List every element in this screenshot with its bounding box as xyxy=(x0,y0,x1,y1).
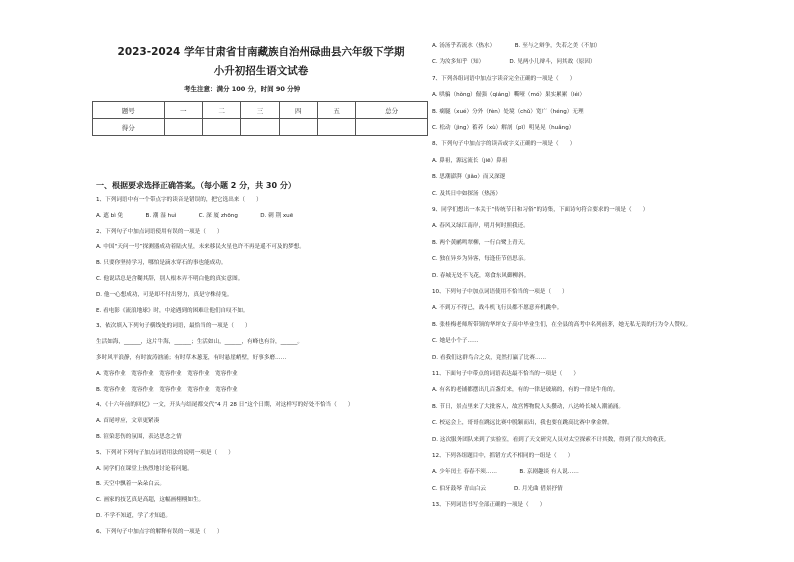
answer-option[interactable]: 多时风平浪静，有时波涛汹涌；有时草木葱茏，有时悬崖峭壁，好事多磨…… xyxy=(96,355,287,361)
answer-option[interactable]: B. 思潮澎湃（jiǎo）而又深邃 xyxy=(432,174,506,181)
question-text: 2、下列句子中加点词语使用有误的一项是（ ） xyxy=(96,228,223,235)
answer-option[interactable]: A. 宽容作业 宽容作业 宽容作业 宽容作业 宽容作业 xyxy=(96,370,238,377)
question-text: 3、依次填入下列句子横线处的词语，最恰当的一项是（ ） xyxy=(96,323,251,330)
score-cell[interactable] xyxy=(241,119,279,136)
score-header: 二 xyxy=(202,102,240,119)
answer-option[interactable]: C. 校运会上，哥哥在跳远比赛中脱颖而出，我也要在跳高比赛中拿金牌。 xyxy=(432,420,613,427)
question-text: 9、同学们想出一本关于“传统节日和习俗”的诗集，下面诗句符合要求的一项是（ ） xyxy=(432,207,649,213)
answer-option[interactable]: B. 节日，景点里来了大批客人，故宫博物院人头攒动，八达岭长城人潮涌涌。 xyxy=(432,403,624,410)
answer-option[interactable]: C. 松动（jìng）蓄养（xù）解剖（pī）明晃晃（huǎng） xyxy=(432,125,575,131)
score-table xyxy=(92,101,428,136)
score-header: 三 xyxy=(241,102,279,119)
score-header: 题号 xyxy=(93,102,165,119)
score-header: 总分 xyxy=(356,102,428,119)
answer-option[interactable]: B. 天空中飘着一朵朵白云。 xyxy=(96,481,165,488)
question-text: 12、下列各组题目中，抓错方式不相同的一组是（ ） xyxy=(432,453,574,459)
answer-option[interactable]: E. 看电影《流浪地球》时，中途遇到的困难让他们自叹不如。 xyxy=(96,307,249,314)
score-cell[interactable] xyxy=(317,119,355,136)
answer-option[interactable]: D. 这次服务团队来到了实验室，看到了天文研究人员对太空探索不计其数，得到了很大的收获。 xyxy=(432,436,670,443)
answer-option[interactable]: B. 宽容作业 宽容作业 宽容作业 宽容作业 宽容作业 xyxy=(96,386,238,393)
question-text: 7、下列各组词语中加点字读音完全正确的一项是（ ） xyxy=(432,75,576,82)
answer-option[interactable]: C. 伯牙鼓琴 青山白云 D. 月光曲 借景抒情 xyxy=(432,485,563,492)
question-text: 6、下列句子中加点字的解释有误的一项是（ ） xyxy=(96,528,223,535)
score-header: 四 xyxy=(279,102,317,119)
answer-option[interactable]: B. 两个黄鹂鸣翠柳，一行白鹭上青天。 xyxy=(432,239,529,246)
page-title-line2: 小升初招生语文试卷 xyxy=(213,65,309,77)
score-header: 一 xyxy=(164,102,202,119)
answer-option[interactable]: D. 不学不知道，学了才知道。 xyxy=(96,513,171,519)
question-text: 10、下列句子中加点词语使用不恰当的一项是（ ） xyxy=(432,289,568,295)
answer-option[interactable]: C. 为汝多知乎（知） D. 见两小儿辩斗，问其故（原因） xyxy=(432,59,596,66)
answer-option[interactable]: B. 张桂梅老师所带领的华坪女子高中毕业生们，在全县的高考中名列前茅，她无私无畏的行为令人赞叹。 xyxy=(432,321,692,328)
question-text: 8、下列句子中加点字的读音或字义正确的一项是（ ） xyxy=(432,141,576,148)
answer-option[interactable]: A. 汤汤乎若流水（热水） B. 至与之辩争，失若之美（不加） xyxy=(432,43,601,49)
answer-option[interactable]: C. 独在异乡为异客，每逢佳节倍思亲。 xyxy=(432,256,529,263)
answer-option[interactable]: A. 鼻祖，源远流长（jiē）鼻祖 xyxy=(432,157,508,164)
answer-option[interactable]: C. 他说话总是含糊其辞，别人根本弄不明白他的真实意图。 xyxy=(96,276,244,282)
answer-option[interactable]: A. 哄骗（hǒng）倔强（qiáng）嘶哑（mó）果实累累（léi） xyxy=(432,92,586,99)
question-text: 11、下面句子中带点的词语表达最不恰当的一项是（ ） xyxy=(432,371,579,377)
answer-option[interactable]: D. 春城无处不飞花，寒食东风御柳斜。 xyxy=(432,272,530,279)
answer-option[interactable]: A. 不到万不得已，战斗机飞行员都不愿意弃机跳伞。 xyxy=(432,305,563,312)
score-header: 五 xyxy=(317,102,355,119)
score-row-label: 得分 xyxy=(93,119,165,136)
score-cell[interactable] xyxy=(202,119,240,136)
answer-option[interactable]: A. 春风又绿江南岸，明月何时照我还。 xyxy=(432,223,529,230)
answer-option[interactable]: A. 有名的老铺都摆出几百盏灯来，有的一律是玻璃的，有的一律是牛角的。 xyxy=(432,387,619,394)
score-cell[interactable] xyxy=(279,119,317,136)
answer-option[interactable]: D. 他一心想成功，可是却不付出努力，真是守株待兔。 xyxy=(96,291,233,298)
answer-option[interactable]: C. 及其日中如探汤（热汤） xyxy=(432,190,501,197)
question-text: 4、《十六年前的回忆》一文，开头与结尾都交代“4 月 28 日”这个日期，对这样写的好处不恰当（ ） xyxy=(96,402,354,409)
section-heading: 一、根据要求选择正确答案。（每小题 2 分，共 30 分） xyxy=(96,181,296,190)
score-cell[interactable] xyxy=(164,119,202,136)
answer-option[interactable]: A. 同学们在课堂上热烈地讨论着问题。 xyxy=(96,465,193,472)
question-text: 1、下列词语中有一个带点字的读音是错误的，把它选出来（ ） xyxy=(96,197,262,203)
question-text: 13、下列词语书写全部正确的一项是（ ） xyxy=(432,502,546,509)
question-text: 5、下列对下列句子加点词语用法的说明一项是（ ） xyxy=(96,449,234,456)
answer-option[interactable]: A. 中国“天问一号”探测器成功着陆火星，未来移民火星也许不再是遥不可及的梦想。 xyxy=(96,244,305,251)
score-table-score-row xyxy=(93,119,428,136)
answer-option[interactable]: C. 画家的技艺真是高超，这幅画栩栩如生。 xyxy=(96,497,205,504)
score-cell[interactable] xyxy=(356,119,428,136)
answer-option[interactable]: A. 遮 bì 免 B. 潮 湿 huì C. 深 厦 zhōng D. 刺 荆 xuē xyxy=(96,212,294,219)
answer-option[interactable]: A. 首尾呼应，文章更紧凑 xyxy=(96,418,160,425)
answer-option[interactable]: A. 少年闰土 春春不须…… B. 京剧趣谈 有人说…… xyxy=(432,469,579,476)
answer-option[interactable]: B. 只要你坚持学习，哪怕是滴水穿石的事也能成功。 xyxy=(96,260,227,267)
answer-option[interactable]: B. 渲染悲伤的氛围，表达思念之情 xyxy=(96,434,182,440)
score-table-header-row xyxy=(93,102,428,119)
answer-option[interactable]: D. 看我们这群鸟合之众，竟然打赢了比赛…… xyxy=(432,354,547,361)
answer-option[interactable]: 生活如海，______，这片牛海，______；生活如山，______，有峰也有谷，______。 xyxy=(96,339,303,346)
exam-notice: 考生注意：满分 100 分，时间 90 分钟 xyxy=(184,85,301,93)
answer-option[interactable]: C. 她是小个子…… xyxy=(432,338,479,345)
answer-option[interactable]: B. 瘸腿（xué）分外（fèn）处境（chǔ）宽广（héng）无理 xyxy=(432,108,584,115)
page-title-line1: 2023-2024 学年甘肃省甘南藏族自治州碌曲县六年级下学期 xyxy=(117,46,405,58)
